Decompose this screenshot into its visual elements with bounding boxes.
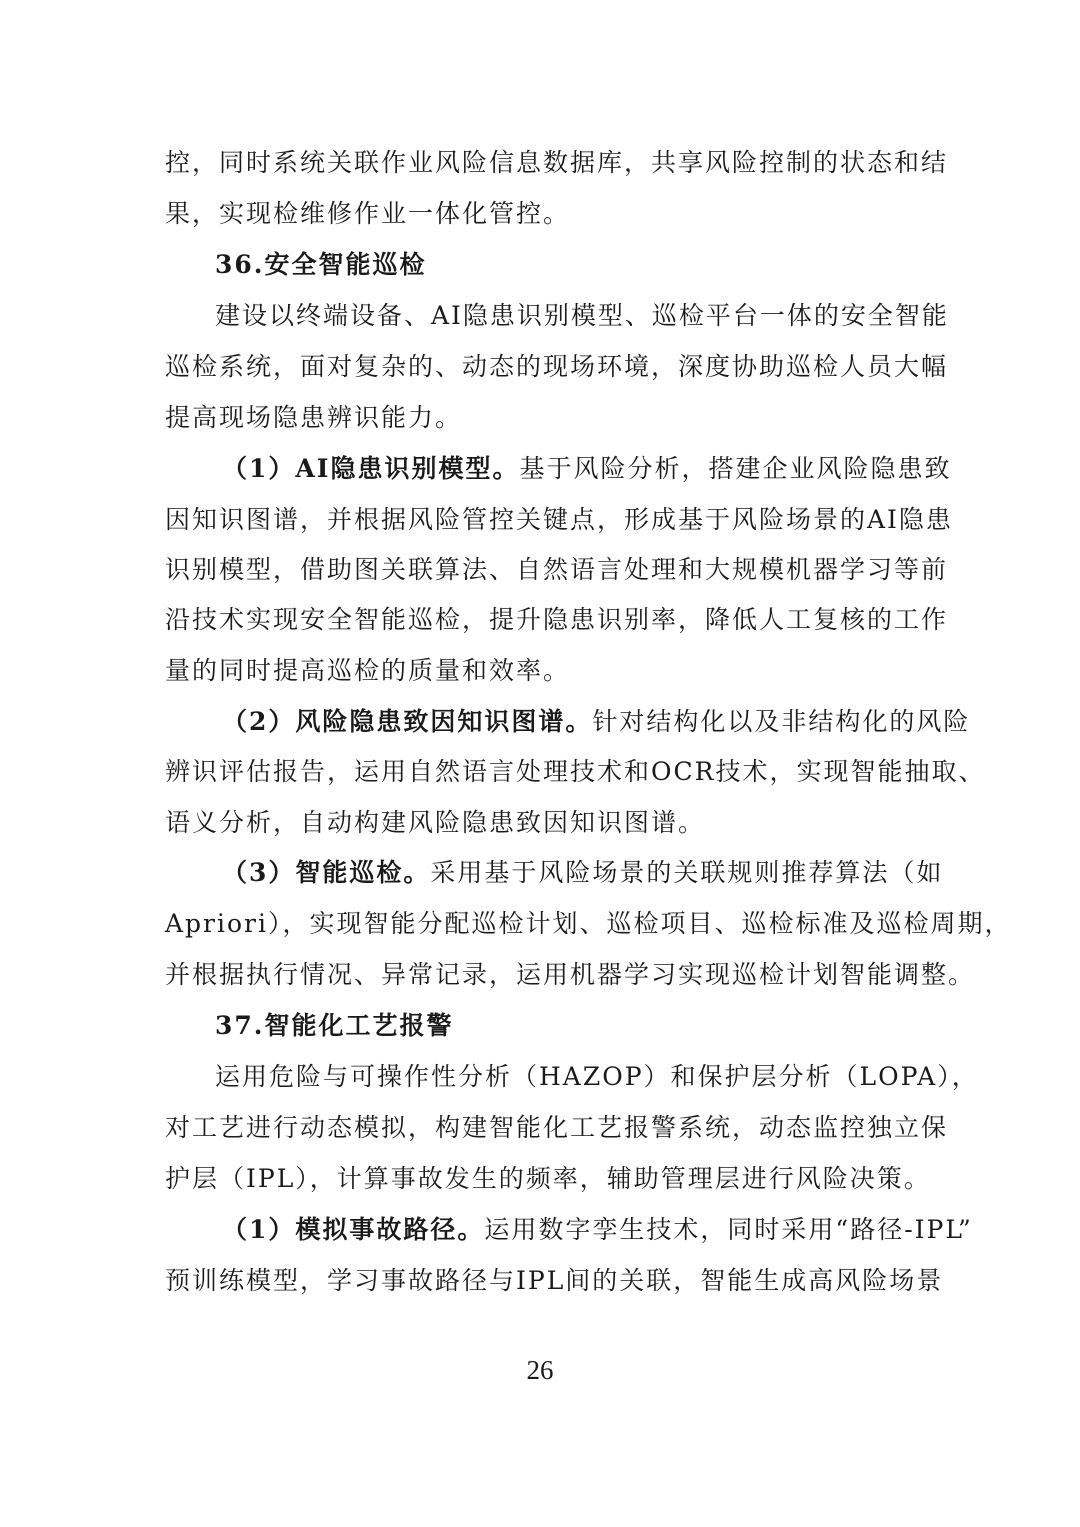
item-text: 基于风险分析，搭建企业风险隐患致 <box>519 454 952 483</box>
body-line: 运用危险与可操作性分析（HAZOP）和保护层分析（LOPA）， <box>215 1062 979 1091</box>
item-line <box>222 449 952 489</box>
body-line: 控，同时系统关联作业风险信息数据库，共享风险控制的状态和结 <box>165 148 949 177</box>
body-line: 语义分析，自动构建风险隐患致因知识图谱。 <box>165 808 706 837</box>
item-title: （3）智能巡检。 <box>222 858 431 887</box>
body-line: 提高现场隐患辨识能力。 <box>165 403 463 432</box>
body-line: 巡检系统，面对复杂的、动态的现场环境，深度协助巡检人员大幅 <box>165 352 949 381</box>
item-line <box>222 853 944 893</box>
item-title: （1）模拟事故路径。 <box>222 1215 485 1244</box>
body-line: 果，实现检维修作业一体化管控。 <box>165 199 571 228</box>
item-text: 运用数字孪生技术，同时采用“路径-IPL” <box>484 1215 973 1244</box>
body-line: 护层（IPL），计算事故发生的频率，辅助管理层进行风险决策。 <box>165 1164 931 1193</box>
body-line: 预训练模型，学习事故路径与IPL间的关联，智能生成高风险场景 <box>165 1266 944 1295</box>
body-line: Apriori），实现智能分配巡检计划、巡检项目、巡检标准及巡检周期， <box>165 909 1012 938</box>
body-line: 识别模型，借助图关联算法、自然语言处理和大规模机器学习等前 <box>165 555 949 584</box>
item-text: 针对结构化以及非结构化的风险 <box>592 707 971 736</box>
body-line: 因知识图谱，并根据风险管控关键点，形成基于风险场景的AI隐患 <box>165 505 953 534</box>
body-line: 沿技术实现安全智能巡检，提升隐患识别率，降低人工复核的工作 <box>165 605 949 634</box>
item-text: 采用基于风险场景的关联规则推荐算法（如 <box>430 858 944 887</box>
body-line: 建设以终端设备、AI隐患识别模型、巡检平台一体的安全智能 <box>215 301 949 330</box>
page-number: 26 <box>526 1355 554 1385</box>
item-title: （2）风险隐患致因知识图谱。 <box>222 707 593 736</box>
body-line: 量的同时提高巡检的质量和效率。 <box>165 656 571 685</box>
item-line <box>222 702 971 742</box>
body-line: 辨识评估报告，运用自然语言处理技术和OCR技术，实现智能抽取、 <box>165 757 986 786</box>
section-heading-36: 36.安全智能巡检 <box>215 250 427 279</box>
item-line <box>222 1210 973 1250</box>
body-line: 对工艺进行动态模拟，构建智能化工艺报警系统，动态监控独立保 <box>165 1113 949 1142</box>
item-title: （1）AI隐患识别模型。 <box>222 454 520 483</box>
body-line: 并根据执行情况、异常记录，运用机器学习实现巡检计划智能调整。 <box>165 960 976 989</box>
section-heading-37: 37.智能化工艺报警 <box>215 1011 454 1040</box>
